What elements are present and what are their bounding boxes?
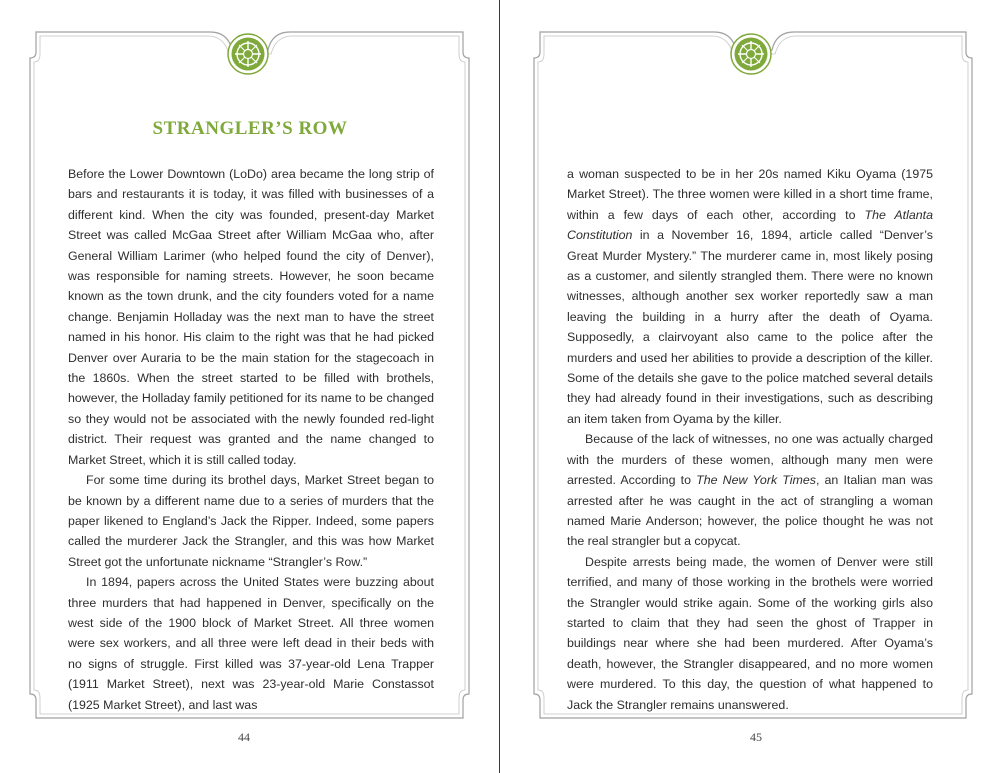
celtic-knot-medallion-icon xyxy=(730,33,772,75)
text-run: Because of the lack of witnesses, no one was actually charged with the murders of these women, although many men were arrested. According to xyxy=(567,432,933,488)
page-number: 45 xyxy=(750,730,762,744)
publication-title: The Atlanta Constitution xyxy=(567,207,933,243)
body-text-left xyxy=(68,164,434,715)
publication-title: The New York Times xyxy=(696,473,816,488)
page-number: 44 xyxy=(238,730,250,744)
celtic-knot-medallion-icon xyxy=(227,33,269,75)
text-run: in a November 16, 1894, article called “Denver’s Great Murder Mystery.” The murderer came in, most likely posing as a customer, and silently strangled them. There were no known witnesses, although another sex worker reportedly saw a man leaving the building in a hurry after the death of Oyama. Supposedly, a clairvoyant also came to the police after the murders and used her abilities to provide a description of the killer. Some of the details she gave to the police matched several details they had already found in their investigations, such as describing an item taken from Oyama by the killer. xyxy=(567,228,933,426)
chapter-title: STRANGLER’S ROW xyxy=(152,118,348,139)
text-run: a woman suspected to be in her 20s named Kiku Oyama (1975 Market Street). The three women were killed in a short time frame, within a few days of each other, according to xyxy=(567,167,933,222)
paragraph xyxy=(567,164,933,429)
text-run: , an Italian man was arrested after he was caught in the act of strangling a woman named Marie Anderson; however, the police thought he was not the real strangler but a copycat. xyxy=(567,473,933,549)
paragraph: Before the Lower Downtown (LoDo) area became the long strip of bars and restaurants it is today, it was filled with businesses of a different kind. When the city was founded, present-day Market Street was called McGaa Street after William McGaa who, after General William Larimer (who helped found the city of Denver), was responsible for naming streets. However, he soon became known as the town drunk, and the city founders voted for a name change. Benjamin Holladay was the next man to have the street named in his honor. His claim to the right was that he had picked Denver over Auraria to be the main station for the stagecoach in the 1860s. When the street started to be filled with brothels, however, the Holladay family petitioned for its name to be changed so they would not be associated with the newly founded red-light district. Their request was granted and the name changed to Market Street, which it is still called today. xyxy=(68,167,434,467)
paragraph: In 1894, papers across the United States were buzzing about three murders that had happened in Denver, specifically on the west side of the 1900 block of Market Street. All three women were sex workers, and all three were left dead in their beds with no signs of struggle. First killed was 37-year-old Lena Trapper (1911 Market Street), next was 23-year-old Marie Constassot (1925 Market Street), and last was xyxy=(68,575,434,712)
paragraph: Despite arrests being made, the women of Denver were still terrified, and many of those working in the brothels were worried the Strangler would strike again. Some of the working girls also started to claim that they had seen the ghost of Trapper in buildings near where she had been murdered. After Oyama’s death, however, the Strangler disappeared, and no more women were murdered. To this day, the question of what happened to Jack the Strangler remains unanswered. xyxy=(567,554,933,712)
paragraph xyxy=(567,429,933,551)
paragraph: For some time during its brothel days, Market Street began to be known by a different name due to a series of murders that the paper likened to England’s Jack the Ripper. Indeed, some papers called the murderer Jack the Strangler, and this was how Market Street got the unfortunate nickname “Strangler’s Row.” xyxy=(68,473,434,569)
body-text-right xyxy=(567,164,933,715)
